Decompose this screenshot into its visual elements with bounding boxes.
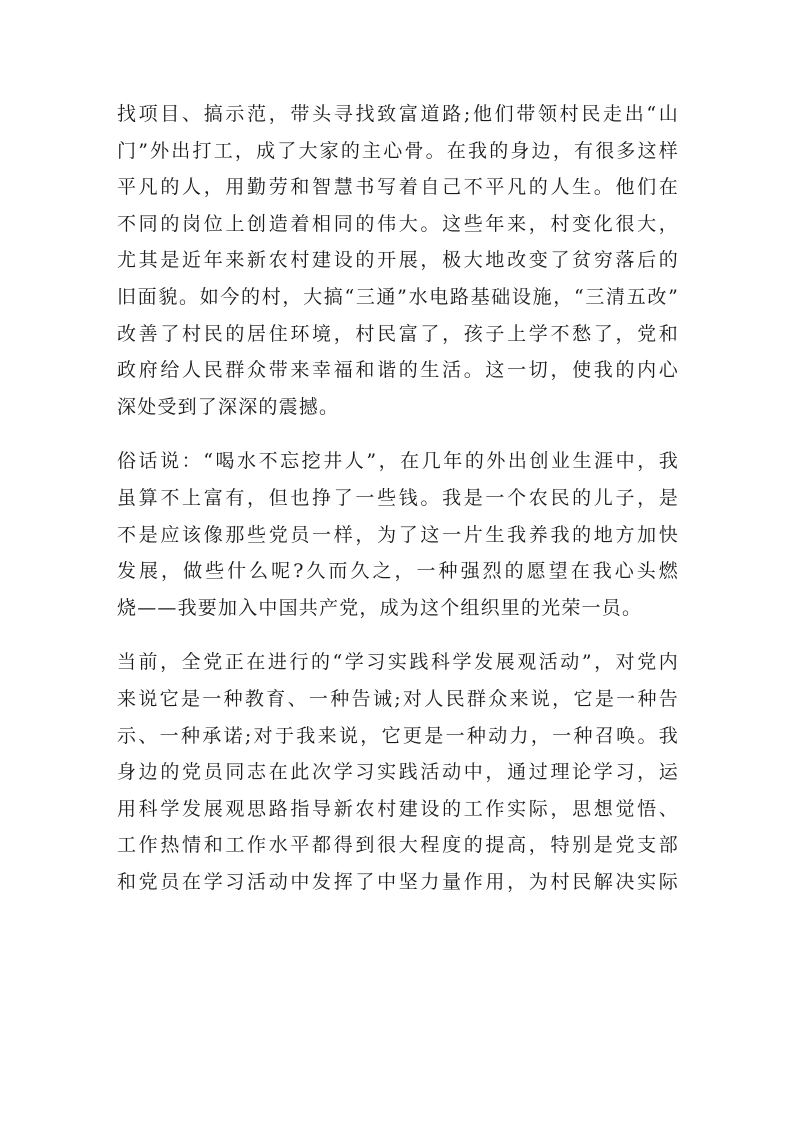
paragraph-2	[117, 443, 679, 626]
text-line: 深处受到了深深的震撼。	[117, 395, 340, 418]
text-line: 用科学发展观思路指导新农村建设的工作实际，思想觉悟、	[117, 797, 679, 820]
text-line: 工作热情和工作水平都得到很大程度的提高，特别是党支部	[117, 834, 679, 857]
text-line: 俗话说：“喝水不忘挖井人”，在几年的外出创业生涯中，我	[117, 450, 679, 473]
text-line: 烧——我要加入中国共产党，成为这个组织里的光荣一员。	[117, 596, 643, 619]
text-line: 虽算不上富有，但也挣了一些钱。我是一个农民的儿子，是	[117, 486, 679, 509]
text-line: 示、一种承诺;对于我来说，它更是一种动力，一种召唤。我	[117, 724, 679, 747]
text-line: 身边的党员同志在此次学习实践活动中，通过理论学习，运	[117, 761, 679, 784]
text-line: 尤其是近年来新农村建设的开展，极大地改变了贫穷落后的	[117, 249, 679, 272]
document-body	[117, 96, 679, 918]
text-line: 旧面貌。如今的村，大搞“三通”水电路基础设施，“三清五改”	[117, 285, 679, 308]
text-line: 不是应该像那些党员一样，为了这一片生我养我的地方加快	[117, 523, 679, 546]
text-line: 门”外出打工，成了大家的主心骨。在我的身边，有很多这样	[117, 139, 679, 162]
text-line: 政府给人民群众带来幸福和谐的生活。这一切，使我的内心	[117, 359, 679, 382]
paragraph-3	[117, 644, 679, 900]
text-line: 来说它是一种教育、一种告诫;对人民群众来说，它是一种告	[117, 687, 679, 710]
text-line: 发展，做些什么呢?久而久之，一种强烈的愿望在我心头燃	[117, 560, 679, 583]
text-line: 找项目、搞示范，带头寻找致富道路;他们带领村民走出“山	[117, 103, 679, 125]
text-line: 改善了村民的居住环境，村民富了，孩子上学不愁了，党和	[117, 322, 679, 345]
text-line: 和党员在学习活动中发挥了中坚力量作用，为村民解决实际	[117, 870, 679, 893]
paragraph-1	[117, 96, 679, 425]
text-line: 平凡的人，用勤劳和智慧书写着自己不平凡的人生。他们在	[117, 176, 679, 199]
text-line: 不同的岗位上创造着相同的伟大。这些年来，村变化很大，	[117, 212, 679, 235]
text-line: 当前，全党正在进行的“学习实践科学发展观活动”，对党内	[117, 651, 679, 674]
